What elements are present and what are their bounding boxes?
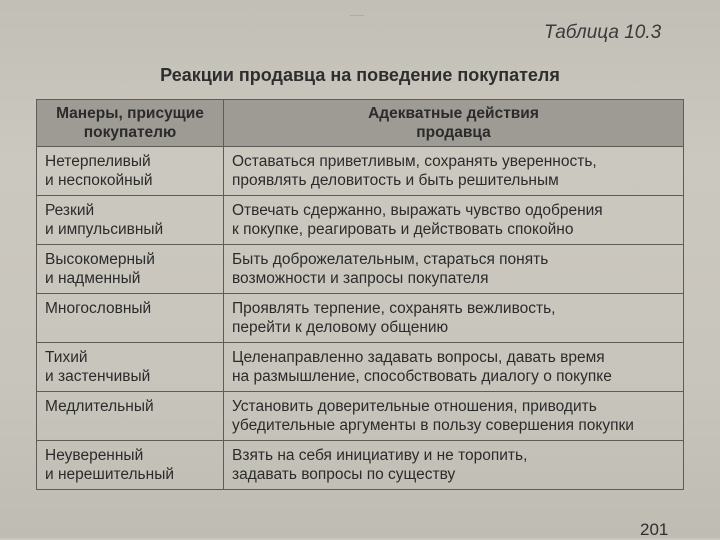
table-row (37, 343, 684, 392)
table-row (37, 392, 684, 441)
cell-action (224, 343, 684, 392)
cell-text-line: Отвечать сдержанно, выражать чувство одобрения (232, 202, 603, 219)
header-seller-actions (224, 100, 684, 147)
cell-manner (37, 196, 224, 245)
header-text-line: Адекватные действия (368, 105, 539, 122)
cell-manner (37, 343, 224, 392)
cell-text-line: Установить доверительные отношения, приводить (232, 398, 597, 415)
cell-text-line: Медлительный (45, 398, 154, 415)
table-row (37, 147, 684, 196)
cell-text-line: и неспокойный (45, 172, 153, 189)
table-row (37, 245, 684, 294)
cell-text-line: проявлять деловитость и быть решительным (232, 172, 559, 189)
cell-text-line: Быть доброжелательным, стараться понять (232, 251, 549, 268)
header-buyer-manners (37, 100, 224, 147)
cell-text-line: Высокомерный (45, 251, 155, 268)
cell-text-line: Тихий (45, 349, 88, 366)
cell-text-line: на размышление, способствовать диалогу о покупке (232, 368, 612, 385)
cell-text-line: Резкий (45, 202, 95, 219)
header-text-line: покупателю (83, 124, 177, 141)
cell-manner (37, 147, 224, 196)
cell-action (224, 196, 684, 245)
cell-text-line: Многословный (45, 300, 152, 317)
table-row (37, 294, 684, 343)
header-text-line: продавца (416, 124, 491, 141)
cell-manner (37, 294, 224, 343)
reactions-table (36, 99, 684, 490)
cell-text-line: и застенчивый (45, 368, 151, 385)
cell-manner (37, 392, 224, 441)
cell-text-line: Проявлять терпение, сохранять вежливость, (232, 300, 556, 317)
cell-text-line: Целенаправленно задавать вопросы, давать время (232, 349, 605, 366)
cell-action (224, 245, 684, 294)
cell-text-line: перейти к деловому общению (232, 319, 449, 336)
table-row (37, 196, 684, 245)
cell-action (224, 147, 684, 196)
cell-text-line: задавать вопросы по существу (232, 466, 456, 483)
page-number: 201 (640, 520, 669, 539)
cell-action (224, 294, 684, 343)
table-number: Таблица 10.3 (544, 22, 662, 43)
header-text-line: Манеры, присущие (56, 105, 204, 122)
cell-text-line: и надменный (45, 270, 141, 287)
cell-text-line: Неуверенный (45, 447, 144, 464)
cell-manner (37, 441, 224, 490)
cell-action (224, 392, 684, 441)
cell-text-line: возможности и запросы покупателя (232, 270, 489, 287)
cell-action (224, 441, 684, 490)
table-title: Реакции продавца на поведение покупателя (160, 65, 560, 85)
cell-text-line: и импульсивный (45, 221, 164, 238)
cell-text-line: к покупке, реагировать и действовать спокойно (232, 221, 574, 238)
bleed-through-text: — (350, 6, 364, 22)
cell-manner (37, 245, 224, 294)
table-row (37, 441, 684, 490)
cell-text-line: Нетерпеливый (45, 153, 151, 170)
cell-text-line: убедительные аргументы в пользу совершения покупки (232, 417, 634, 434)
table-header-row (37, 100, 684, 147)
cell-text-line: Взять на себя инициативу и не торопить, (232, 447, 528, 464)
cell-text-line: Оставаться приветливым, сохранять уверенность, (232, 153, 597, 170)
cell-text-line: и нерешительный (45, 466, 174, 483)
